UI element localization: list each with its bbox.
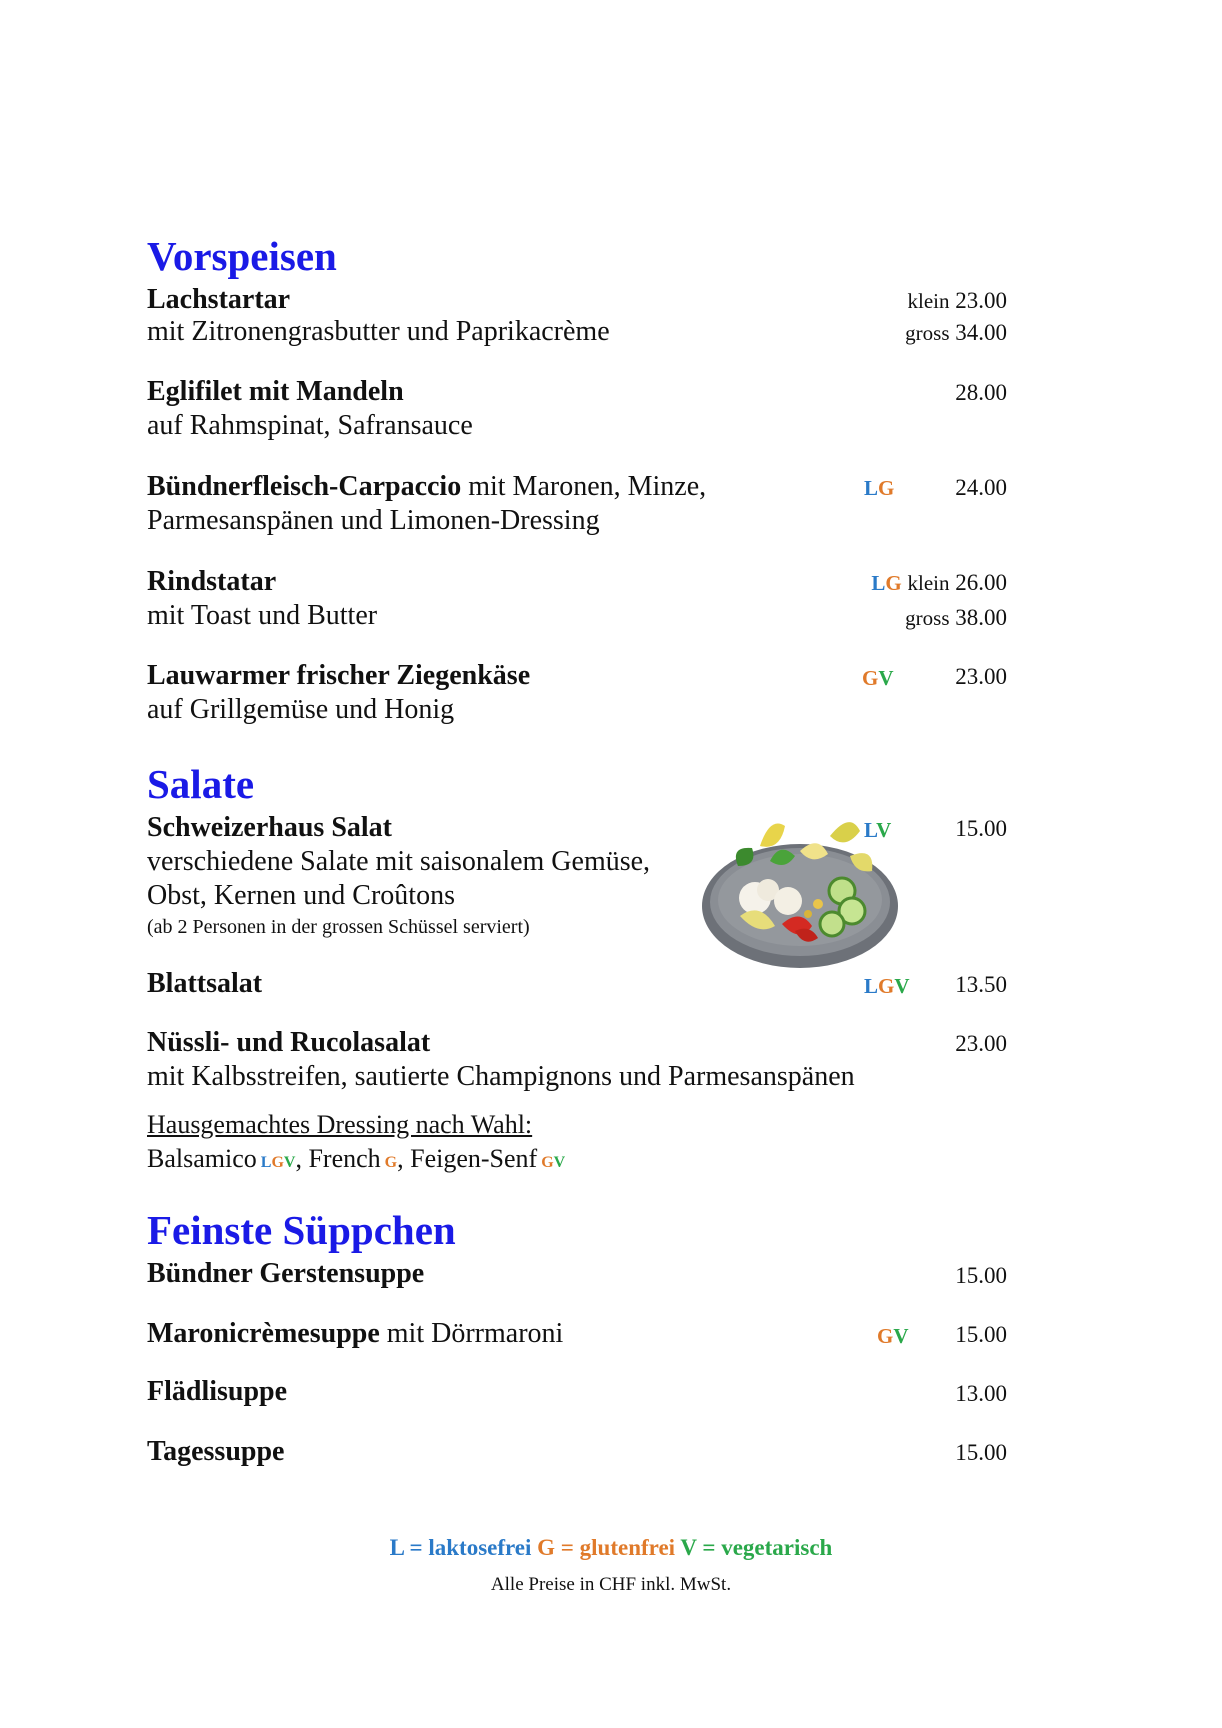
diet-tags	[257, 1154, 296, 1171]
dish-name: Blattsalat	[147, 968, 263, 999]
tag-lactose-free: L	[864, 476, 879, 500]
dressing-feigen-senf: Feigen-Senf	[410, 1144, 538, 1173]
size-label: klein	[907, 571, 950, 595]
diet-tags	[877, 1324, 909, 1349]
price-value: 13.50	[955, 972, 1007, 997]
price-footnote: Alle Preise in CHF inkl. MwSt.	[490, 1574, 732, 1595]
dish-description: Parmesanspänen und Limonen-Dressing	[147, 505, 600, 536]
dish-name: Lauwarmer frischer Ziegenkäse	[147, 660, 531, 691]
tag-vegetarian: V	[876, 818, 892, 842]
dish-description: mit Kalbsstreifen, sautierte Champignons und Parmesanspänen	[147, 1061, 855, 1092]
legend-vegetarian: V = vegetarisch	[680, 1535, 833, 1560]
dressing-title: Hausgemachtes Dressing nach Wahl:	[147, 1110, 533, 1139]
price-value: 26.00	[955, 570, 1007, 595]
dish-name: Eglifilet mit Mandeln	[147, 376, 404, 407]
price-value: 23.00	[955, 664, 1007, 689]
dish-description: auf Grillgemüse und Honig	[147, 694, 455, 725]
dish-note: (ab 2 Personen in der grossen Schüssel serviert)	[147, 916, 530, 938]
tag-gluten-free: G	[541, 1154, 554, 1171]
tag-lactose-free: L	[260, 1154, 272, 1171]
tag-vegetarian: V	[894, 974, 910, 998]
tag-vegetarian: V	[553, 1154, 566, 1171]
dish-name: Flädlisuppe	[147, 1376, 288, 1407]
dish-name	[147, 471, 706, 503]
dish-name: Lachstartar	[147, 284, 291, 315]
price-value: 15.00	[955, 1322, 1007, 1347]
section-title-salate: Salate	[147, 761, 255, 807]
dish-name	[147, 1318, 563, 1350]
tag-gluten-free: G	[878, 974, 895, 998]
price-small	[871, 570, 1007, 596]
size-label: gross	[905, 606, 950, 630]
dish-name: Nüssli- und Rucolasalat	[147, 1027, 431, 1058]
tag-gluten-free: G	[384, 1154, 398, 1171]
tag-gluten-free: G	[877, 1324, 894, 1348]
dish-description: Obst, Kernen und Croûtons	[147, 880, 455, 911]
price-value: 34.00	[955, 320, 1007, 345]
price-value: 15.00	[955, 816, 1007, 841]
tag-gluten-free: G	[878, 476, 895, 500]
tag-gluten-free: G	[862, 666, 879, 690]
price-value: 13.00	[955, 1381, 1007, 1406]
tag-gluten-free: G	[885, 571, 902, 595]
price-value: 28.00	[955, 380, 1007, 405]
legend-gluten-free: G = glutenfrei	[537, 1535, 676, 1560]
diet-tags	[862, 666, 894, 691]
dish-name: Tagessuppe	[147, 1436, 285, 1467]
price-value: 38.00	[955, 605, 1007, 630]
diet-tags	[864, 818, 891, 843]
dish-name-bold: Bündnerfleisch-Carpaccio	[147, 471, 462, 502]
dressing-list	[147, 1144, 565, 1174]
dish-description: mit Toast und Butter	[147, 600, 378, 631]
tag-vegetarian: V	[283, 1154, 296, 1171]
diet-legend	[0, 1535, 1222, 1561]
price-value: 15.00	[955, 1440, 1007, 1465]
separator: ,	[397, 1144, 411, 1173]
price-value: 23.00	[955, 288, 1007, 313]
dish-description: mit Zitronengrasbutter und Paprikacrème	[147, 316, 610, 347]
dish-name: Bündner Gerstensuppe	[147, 1258, 425, 1289]
tag-lactose-free: L	[871, 571, 886, 595]
dressing-balsamico: Balsamico	[147, 1144, 257, 1173]
diet-tags	[537, 1154, 565, 1171]
price-large	[905, 320, 1007, 346]
section-title-vorspeisen: Vorspeisen	[147, 233, 337, 279]
dressing-french: French	[308, 1144, 381, 1173]
price-value: 23.00	[955, 1031, 1007, 1056]
dish-description: auf Rahmspinat, Safransauce	[147, 410, 473, 441]
tag-lactose-free: L	[864, 974, 879, 998]
price-small	[908, 288, 1008, 314]
price-value: 24.00	[955, 475, 1007, 500]
dish-name: Rindstatar	[147, 566, 277, 597]
tag-vegetarian: V	[878, 666, 894, 690]
diet-tags	[864, 476, 894, 501]
diet-tags	[871, 571, 901, 595]
tag-gluten-free: G	[271, 1154, 284, 1171]
diet-tags	[381, 1154, 397, 1171]
dish-name-bold: Maronicrèmesuppe	[147, 1318, 380, 1349]
separator: ,	[295, 1144, 309, 1173]
price-large	[905, 605, 1007, 631]
size-label: gross	[905, 321, 950, 345]
price-value: 15.00	[955, 1263, 1007, 1288]
dish-name-rest: mit Maronen, Minze,	[461, 471, 707, 502]
dish-description: verschiedene Salate mit saisonalem Gemüse,	[147, 846, 651, 877]
tag-lactose-free: L	[864, 818, 877, 842]
dish-name: Schweizerhaus Salat	[147, 812, 392, 843]
size-label: klein	[907, 289, 950, 313]
legend-lactose-free: L = laktosefrei	[389, 1535, 532, 1560]
diet-tags	[864, 974, 910, 999]
dish-name-rest: mit Dörrmaroni	[379, 1318, 564, 1349]
section-title-suppen: Feinste Süppchen	[147, 1207, 456, 1253]
tag-vegetarian: V	[893, 1324, 909, 1348]
